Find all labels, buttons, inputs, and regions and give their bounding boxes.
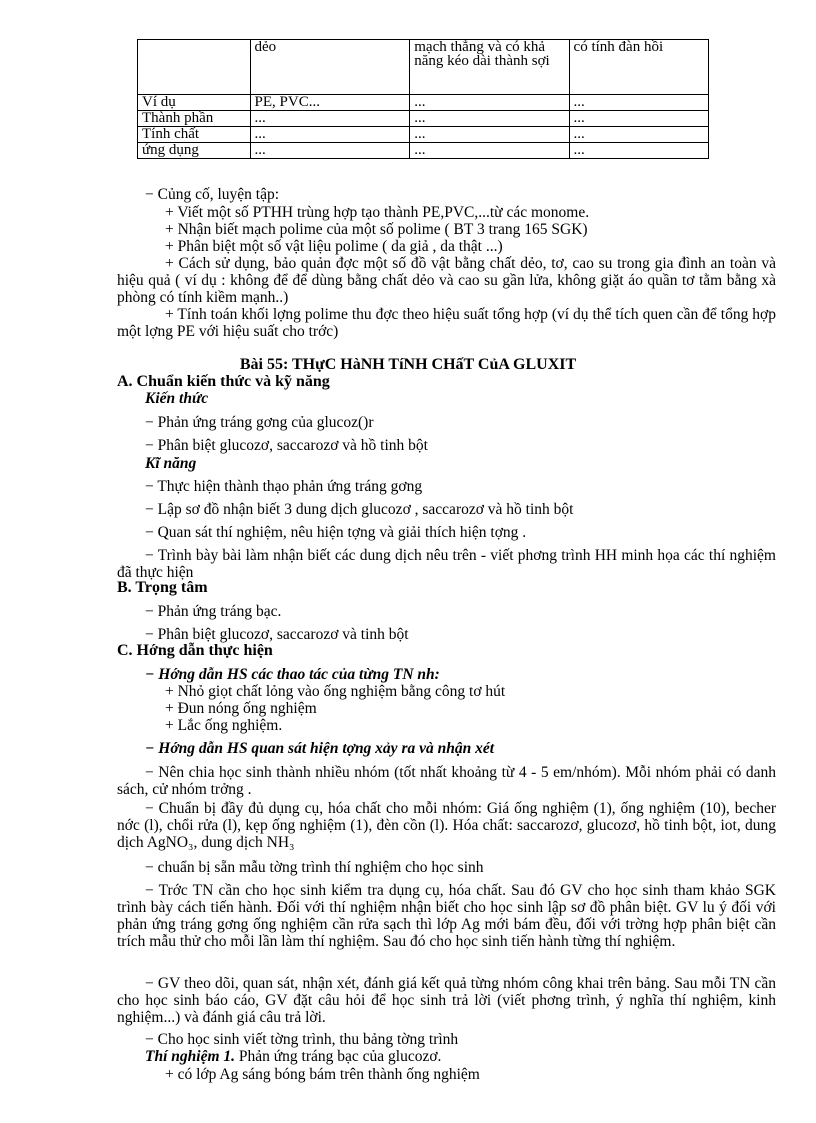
table-cell: ... bbox=[410, 95, 569, 111]
paragraph: − Chuẩn bị đầy đủ dụng cụ, hóa chất cho mỗi nhóm: Giá ống nghiệm (1), ống nghiệm (10), becher nớc (l), chổi rửa (l), kẹp ống nghiệm (1), đèn cồn (l). Hóa chất: saccarozơ, glucozơ, hồ tinh bột, iot, dung dịch AgNO₃, dung dịch NH₃ bbox=[117, 800, 776, 851]
paragraph: − Nên chia học sinh thành nhiều nhóm (tốt nhất khoảng từ 4 - 5 em/nhóm). Mỗi nhóm phải có danh sách, cử nhóm trởng . bbox=[117, 764, 776, 798]
table-row bbox=[138, 95, 709, 111]
table-cell: dẻo bbox=[250, 40, 410, 95]
table-cell: ... bbox=[569, 111, 708, 127]
paragraph: − Trớc TN cần cho học sinh kiểm tra dụng cụ, hóa chất. Sau đó GV cho học sinh tham khảo SGK trình bày cách tiến hành. Đối với thí nghiệm nhận biết cho học sinh lập sơ đồ phân biệt. GV lu ý đối với phản ứng tráng gơng ống nghiệm cần rửa sạch thì lớp Ag mới bám đều, đối với trờng hợp phân biệt cần trích mẫu thử cho mỗi lần làm thí nghiệm. Sau đó cho học sinh tiến hành từng thí nghiệm. bbox=[117, 882, 776, 950]
table-cell: Thành phần bbox=[138, 111, 251, 127]
paragraph: + Tính toán khối lợng polime thu đợc theo hiệu suất tổng hợp (ví dụ thể tích quen cần để tổng hợp một lợng PE với hiệu suất cho trớc) bbox=[117, 306, 776, 340]
list-item: + Nhỏ giọt chất lỏng vào ống nghiệm bằng công tơ hút bbox=[165, 683, 506, 700]
section-heading: B. Trọng tâm bbox=[117, 579, 208, 596]
subsection-label: Kĩ năng bbox=[145, 455, 197, 472]
list-item: + Đun nóng ống nghiệm bbox=[165, 700, 317, 717]
experiment-label: Thí nghiệm 1. bbox=[145, 1048, 236, 1065]
paragraph: − chuẩn bị sẵn mẫu tờng trình thí nghiệm cho học sinh bbox=[145, 859, 484, 876]
list-item: − Phản ứng tráng bạc. bbox=[145, 603, 282, 620]
table-row bbox=[138, 111, 709, 127]
list-item: + Viết một số PTHH trùng hợp tạo thành PE,PVC,...từ các monome. bbox=[165, 204, 590, 221]
polymer-table bbox=[137, 39, 709, 159]
subsection-label: Kiến thức bbox=[145, 390, 209, 407]
list-item: − Quan sát thí nghiệm, nêu hiện tợng và giải thích hiện tợng . bbox=[145, 524, 527, 541]
list-item: − Lập sơ đồ nhận biết 3 dung dịch glucozơ , saccarozơ và hồ tinh bột bbox=[145, 501, 574, 518]
experiment-text: Phản ứng tráng bạc của glucozơ. bbox=[238, 1048, 442, 1065]
table-cell: ... bbox=[250, 111, 410, 127]
table-cell: ... bbox=[569, 127, 708, 143]
table-cell: ... bbox=[250, 127, 410, 143]
paragraph: − Cho học sinh viết tờng trình, thu bảng tờng trình bbox=[145, 1031, 459, 1048]
table-cell: ứng dụng bbox=[138, 143, 251, 159]
table-cell: ... bbox=[410, 111, 569, 127]
table-cell: ... bbox=[410, 127, 569, 143]
table-row bbox=[138, 40, 709, 95]
paragraph: + Cách sử dụng, bảo quản đợc một số đồ vật bằng chất dẻo, tơ, cao su trong gia đình an toàn và hiệu quả ( ví dụ : không để để dùng bằng chất dẻo và cao su gần lửa, không giặt áo quần tơ tằm bằng xà phòng có tính kiềm mạnh..) bbox=[117, 255, 776, 306]
table-row bbox=[138, 143, 709, 159]
experiment-line bbox=[145, 1048, 441, 1065]
list-item: + Phân biệt một số vật liệu polime ( da giả , da thật ...) bbox=[165, 238, 503, 255]
table-cell: ... bbox=[569, 143, 708, 159]
list-item: + Nhận biết mạch polime của một số polime ( BT 3 trang 165 SGK) bbox=[165, 221, 588, 238]
table-cell: mạch thẳng và có khả năng kéo dài thành sợi bbox=[410, 40, 569, 95]
paragraph: − GV theo dõi, quan sát, nhận xét, đánh giá kết quả từng nhóm công khai trên bảng. Sau mỗi TN cần cho học sinh báo cáo, GV đặt câu hỏi để học sinh trả lời (viết phơng trình, ý nghĩa thí nghiệm, kinh nghiệm...) và đánh giá câu trả lời. bbox=[117, 975, 776, 1026]
guide-heading: − Hớng dẫn HS quan sát hiện tợng xảy ra và nhận xét bbox=[145, 740, 495, 757]
list-item: + Lắc ống nghiệm. bbox=[165, 717, 283, 734]
paragraph: − Trình bày bài làm nhận biết các dung dịch nêu trên - viết phơng trình HH minh họa các thí nghiệm đã thực hiện bbox=[117, 547, 776, 581]
list-item: + có lớp Ag sáng bóng bám trên thành ống nghiệm bbox=[165, 1066, 480, 1083]
lesson-title: Bài 55: THựC HàNH TíNH CHấT CủA GLUXIT bbox=[239, 356, 577, 373]
table-cell: có tính đàn hồi bbox=[569, 40, 708, 95]
table-cell: PE, PVC... bbox=[250, 95, 410, 111]
list-item: − Phân biệt glucozơ, saccarozơ và tinh bột bbox=[145, 626, 409, 643]
table-cell: Tính chất bbox=[138, 127, 251, 143]
table-cell: Ví dụ bbox=[138, 95, 251, 111]
table-row bbox=[138, 127, 709, 143]
consolidation-heading: − Củng cố, luyện tập: bbox=[145, 186, 280, 203]
section-heading: A. Chuẩn kiến thức và kỹ năng bbox=[117, 373, 330, 390]
table-cell bbox=[138, 40, 251, 95]
table-cell: ... bbox=[569, 95, 708, 111]
guide-heading: − Hớng dẫn HS các thao tác của từng TN nh: bbox=[145, 666, 440, 683]
section-heading: C. Hớng dẫn thực hiện bbox=[117, 642, 273, 659]
list-item: − Thực hiện thành thạo phản ứng tráng gơng bbox=[145, 478, 423, 495]
table-cell: ... bbox=[250, 143, 410, 159]
list-item: − Phân biệt glucozơ, saccarozơ và hồ tinh bột bbox=[145, 437, 428, 454]
table-cell: ... bbox=[410, 143, 569, 159]
list-item: − Phản ứng tráng gơng của glucoz()r bbox=[145, 414, 374, 431]
